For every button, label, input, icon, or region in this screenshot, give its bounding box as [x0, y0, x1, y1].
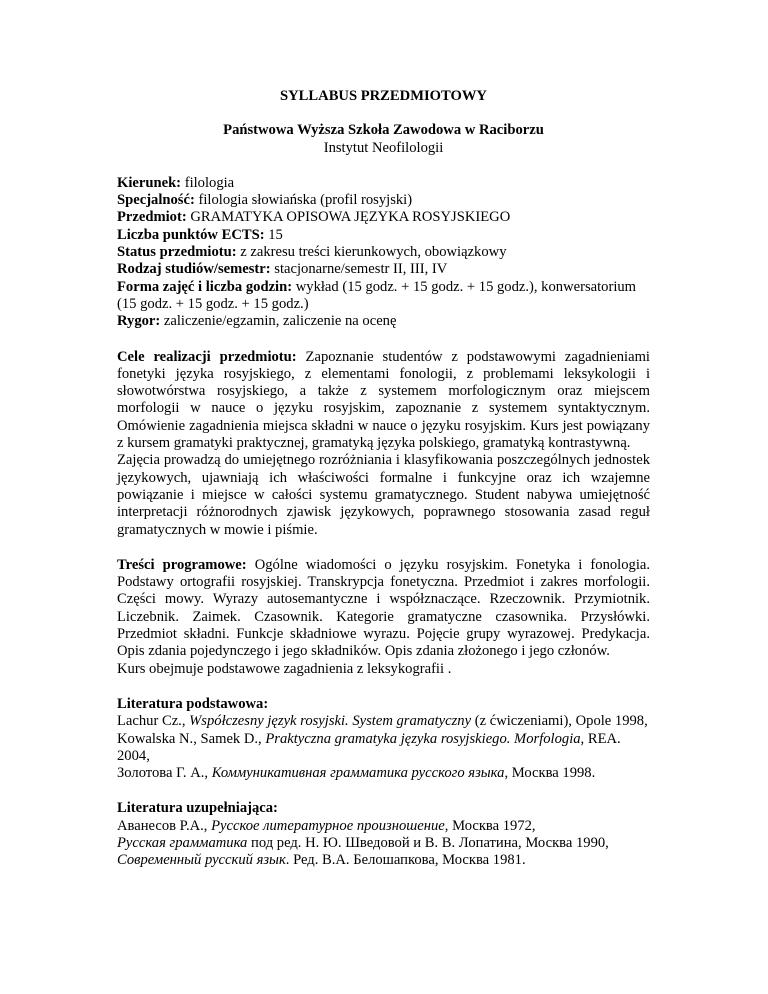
content-text: Ogólne wiadomości o języku rosyjskim. Fonetyka i fonologia. Podstawy ortografii rosyjskiej. Transkrypcja fonetyczna. Przedmiot i zakres morfologii. Części mowy. Wyrazy autosemantyczne i współznaczące. Rzeczownik. Przymiotnik. Liczebnik. Zaimek. Czasownik. Kategorie gramatyczne czasownika. Przysłówki. Przedmiot składni. Funkcje składniowe wyrazu. Pojęcie grupy wyrazowej. Predykacja. Opis zdania pojedynczego i jego składników. Opis zdania złożonego i jego członów.: [117, 556, 650, 660]
reference-title: Современный русский язык: [117, 852, 286, 869]
goals-text: Zapoznanie studentów z podstawowymi zagadnieniami fonetyki języka rosyjskiego, z elementami fonologii, z problemami leksykologii i słowotwórstwa rosyjskiego, a także z systemem morfologicznym oraz miejscem morfologii w nauce o języku rosyjskim, zapoznanie z systemem syntaktycznym. Omówienie zagadnienia miejsca składni w nauce o języku rosyjskim. Kurs jest powiązany z kursem gramatyki praktycznej, gramatyką języka polskiego, gramatyką kontrastywną.: [117, 348, 650, 452]
literature-extra: [117, 800, 650, 869]
info-field: [117, 279, 650, 314]
reference-details: REA. 2004,: [117, 730, 621, 764]
info-value: GRAMATYKA OPISOWA JĘZYKA ROSYJSKIEGO: [186, 209, 511, 226]
info-field: [117, 261, 650, 278]
reference-item: [117, 835, 650, 852]
info-field: [117, 227, 650, 244]
info-value: stacjonarne/semestr II, III, IV: [270, 261, 448, 278]
reference-author: Lachur Cz.,: [117, 713, 190, 730]
content-label: Treści programowe:: [117, 556, 247, 573]
reference-title: Współczesny język rosyjski. System gramatyczny: [189, 713, 472, 730]
info-label: Rodzaj studiów/semestr:: [117, 261, 271, 278]
goals-section: [117, 349, 650, 539]
info-value: filologia słowiańska (profil rosyjski): [194, 192, 413, 209]
goals-paragraph: [117, 349, 650, 453]
reference-details: под ред. Н. Ю. Шведовой и В. В. Лопатина, Москва 1990,: [247, 834, 609, 851]
info-label: Przedmiot:: [117, 209, 187, 226]
reference-item: [117, 765, 650, 782]
info-field: [117, 209, 650, 226]
literature-basic-heading: Literatura podstawowa:: [117, 695, 269, 712]
info-field: [117, 244, 650, 261]
info-value: 15: [264, 226, 283, 243]
document-title: SYLLABUS PRZEDMIOTOWY: [280, 88, 487, 104]
reference-author: Аванесов Р.А.,: [117, 817, 212, 834]
info-label: Specjalność:: [117, 192, 195, 209]
reference-details: (z ćwiczeniami), Opole 1998,: [471, 713, 648, 730]
reference-details: . Ред. В.А. Белошапкова, Москва 1981.: [285, 852, 526, 869]
institute-name: Instytut Neofilologii: [323, 139, 444, 156]
reference-details: , Москва 1972,: [444, 817, 536, 834]
literature-basic: [117, 696, 650, 782]
reference-title: Коммуникативная грамматика русского языка: [211, 765, 505, 782]
reference-item: [117, 731, 650, 766]
reference-item: [117, 713, 650, 730]
reference-item: [117, 818, 650, 835]
reference-details: , Москва 1998.: [504, 765, 596, 782]
content-paragraph-2: Kurs obejmuje podstawowe zagadnienia z leksykografii .: [117, 660, 452, 677]
reference-item: [117, 852, 650, 869]
info-label: Status przedmiotu:: [117, 244, 237, 261]
info-label: Liczba punktów ECTS:: [117, 226, 265, 243]
info-field: [117, 192, 650, 209]
info-field: [117, 313, 650, 330]
reference-title: Русское литературное произношение: [211, 817, 445, 834]
goals-label: Cele realizacji przedmiotu:: [117, 348, 297, 365]
info-label: Rygor:: [117, 313, 161, 330]
info-label: Kierunek:: [117, 174, 182, 191]
institution-name: Państwowa Wyższa Szkoła Zawodowa w Raciborzu: [223, 122, 544, 139]
goals-paragraph-2: Zajęcia prowadzą do umiejętnego rozróżniania i klasyfikowania poszczególnych jednostek językowych, ujawniają ich właściwości formalne i funkcyjne oraz ich wzajemne powiązanie i miejsce w całości systemu gramatycznego. Student nabywa umiejętność interpretacji różnorodnych zjawisk językowych, poprawnego stosowania zasad reguł gramatycznych w mowie i piśmie.: [117, 452, 650, 538]
info-value: z zakresu treści kierunkowych, obowiązkowy: [236, 244, 507, 261]
info-field: [117, 175, 650, 192]
reference-title: Русская грамматика: [117, 834, 248, 851]
info-value: wykład (15 godz. + 15 godz. + 15 godz.), konwersatorium (15 godz. + 15 godz. + 15 godz.): [117, 278, 637, 312]
content-paragraph: [117, 557, 650, 661]
literature-extra-heading: Literatura uzupełniająca:: [117, 800, 278, 817]
syllabus-page: [117, 88, 650, 870]
info-label: Forma zajęć i liczba godzin:: [117, 278, 293, 295]
info-value: zaliczenie/egzamin, zaliczenie na ocenę: [160, 313, 397, 330]
course-info: [117, 175, 650, 331]
reference-author: Золотова Г. А.,: [117, 765, 212, 782]
reference-author: Kowalska N., Samek D.,: [117, 730, 266, 747]
info-value: filologia: [181, 174, 235, 191]
content-section: [117, 557, 650, 678]
reference-title: Praktyczna gramatyka języka rosyjskiego. Morfologia,: [265, 730, 585, 747]
